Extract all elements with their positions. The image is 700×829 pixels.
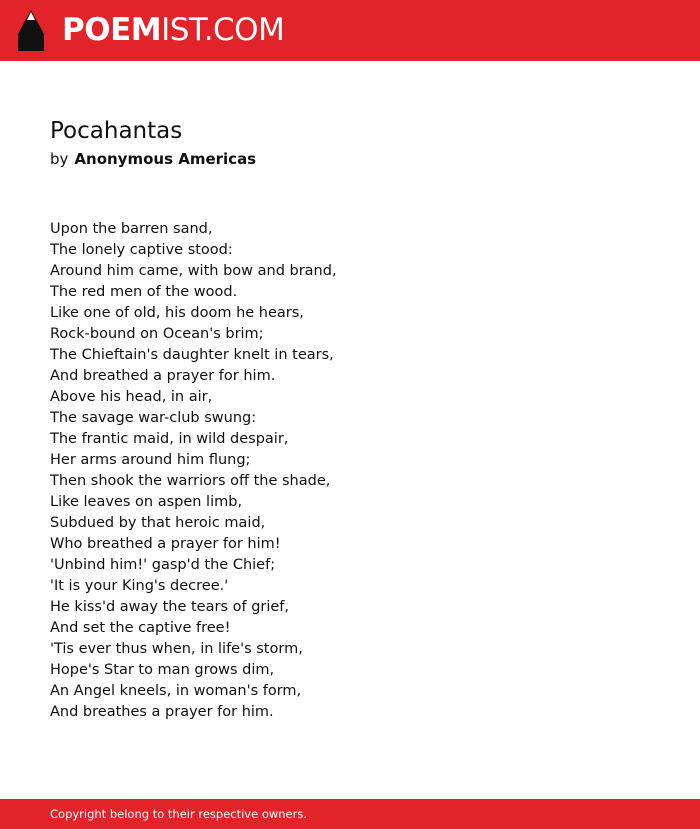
poem-line: 'Unbind him!' gasp'd the Chief; [50, 557, 276, 573]
poem-line: An Angel kneels, in woman's form, [50, 683, 302, 699]
poem-line: 'It is your King's decree.' [50, 578, 229, 594]
poem-line: Her arms around him flung; [50, 452, 251, 468]
copyright-text: Copyright belong to their respective owners. [50, 807, 308, 821]
poem-line: Upon the barren sand, [50, 221, 213, 237]
poem-line: The lonely captive stood: [50, 242, 233, 258]
poem-line: Then shook the warriors off the shade, [50, 473, 331, 489]
site-header [0, 0, 700, 61]
poem-line: Subdued by that heroic maid, [50, 515, 266, 531]
poem-body [50, 219, 337, 723]
poem-line: And breathed a prayer for him. [50, 368, 276, 384]
poem-line: The red men of the wood. [50, 284, 238, 300]
site-logo[interactable] [62, 11, 284, 49]
poem-line: Who breathed a prayer for him! [50, 536, 281, 552]
author-name: Anonymous Americas [74, 150, 257, 168]
poem-line: Rock-bound on Ocean's brim; [50, 326, 264, 342]
site-footer [0, 799, 700, 829]
pencil-icon[interactable] [18, 10, 44, 51]
poem-line: And set the captive free! [50, 620, 231, 636]
poem-line: Around him came, with bow and brand, [50, 263, 337, 279]
poem-byline [50, 148, 256, 170]
by-label: by [50, 150, 69, 168]
poem-line: And breathes a prayer for him. [50, 704, 274, 720]
poem-line: Hope's Star to man grows dim, [50, 662, 275, 678]
poem-line: Like leaves on aspen limb, [50, 494, 243, 510]
poem-line: He kiss'd away the tears of grief, [50, 599, 290, 615]
poem-line: The frantic maid, in wild despair, [50, 431, 289, 447]
poem-line: The Chieftain's daughter knelt in tears, [50, 347, 334, 363]
poem-line: Above his head, in air, [50, 389, 213, 405]
poem-line: 'Tis ever thus when, in life's storm, [50, 641, 303, 657]
logo-bold-text: POEM [62, 12, 162, 48]
poem-line: Like one of old, his doom he hears, [50, 305, 304, 321]
poem-line: The savage war-club swung: [50, 410, 257, 426]
logo-light-text: IST.COM [161, 12, 285, 48]
poem-title: Pocahantas [50, 118, 183, 144]
